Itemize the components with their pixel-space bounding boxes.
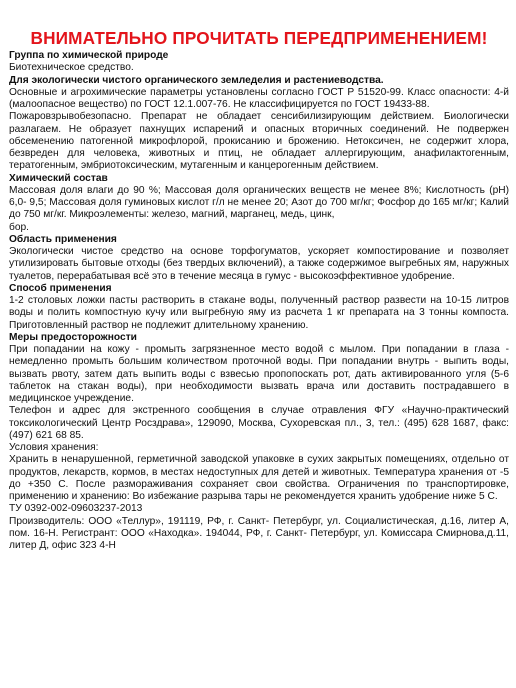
storage-text: Хранить в ненарушенной, герметичной заводской упаковке в сухих закрытых помещениях, отдельно от продуктов, лекарств, кормов, в местах недоступных для детей и животных. Температура хранения от -5 до +350 С. После размораживания сохраняет свои свойства. Ограничения по транспортировке, применению и хранению: Во избежание разрыва тары не рекомендуется хранить удобрение ниже 5 С. <box>9 454 509 502</box>
composition-heading: Химический состав <box>9 172 108 184</box>
eco-heading: Для экологически чистого органического земледелия и растениеводства. <box>9 74 384 86</box>
composition-tail: бор. <box>9 221 29 233</box>
method-heading: Способ применения <box>9 282 112 294</box>
warning-title: ВНИМАТЕЛЬНО ПРОЧИТАТЬ ПЕРЕДПРИМЕНЕНИЕМ! <box>30 28 488 48</box>
emergency-text: Телефон и адрес для экстренного сообщения в случае отравления ФГУ «Научно-практический токсикологический Центр Росздрава», 129090, Москва, Сухоревская пл., 3, тел.: (495) 628 1687, факс: (497) 621 68 85. <box>9 405 509 441</box>
method-text: 1-2 столовых ложки пасты растворить в стакане воды, полученный раствор развести на 10-15 литров воды и полить компостную кучу или выгребную яму из расчета 1 кг препарата на 3 тонны компоста. Приготовленный раствор не подлежит длительному хранению. <box>9 295 509 331</box>
eco-text: Основные и агрохимические параметры установлены согласно ГОСТ Р 51520-99. Класс опасности: 4-й (малоопасное вещество) по ГОСТ 12.1.007-76. Не классифицируется по ГОСТ 19433-88. <box>9 86 509 110</box>
group-heading: Группа по химической природе <box>9 50 169 61</box>
usage-area-text: Экологически чистое средство на основе торфогуматов, ускоряет компостирование и позволяет утилизировать бытовые отходы (без твердых включений), а также содержимое выгребных ям, наружных туалетов, перерабатывая всё это в течение месяца в гумус - высокоэффективное удобрение. <box>9 246 509 282</box>
group-text: Биотехническое средство. <box>9 62 134 74</box>
safety-text: Пожаровзрывобезопасно. Препарат не обладает сенсибилизирующим действием. Биологически разлагаем. Не образует пахнущих испарений и опасных вторичных соединений. Не подвержен обсеменению патогенной микрофлорой, прокисанию и брожению. Нетоксичен, не содержит хлора, безвреден для человека, животных и птиц, не обладает аллергирующим, анафилактогенным, тератогенным, эмбриотоксическим, мутагенным и канцерогенным действием. <box>9 111 509 172</box>
spec-text: ТУ 0392-002-09603237-2013 <box>9 503 143 515</box>
composition-text: Массовая доля влаги до 90 %; Массовая доля органических веществ не менее 8%; Кислотность (рН) 6,0- 9,5; Массовая доля гуминовых кислот г/л не менее 20; Азот до 700 мг/кг; Фосфор до 165 мг/кг; Калий до 750 мг/кг. Микроэлементы: железо, магний, марганец, медь, цинк, <box>9 184 509 221</box>
storage-heading: Условия хранения: <box>9 442 99 453</box>
precautions-heading: Меры предосторожности <box>9 331 137 343</box>
usage-area-heading: Область применения <box>9 233 117 245</box>
manufacturer-text: Производитель: ООО «Теллур», 191119, РФ, г. Санкт- Петербург, ул. Социалистическая, д.16, литер А, пом. 16-Н. Регистрант: ООО «Находка». 194044, РФ, г. Санкт- Петербург, ул. Комиссара Смирнова,д.11, литер Д, офис 323 4-Н <box>9 515 509 551</box>
precautions-text: При попадании на кожу - промыть загрязненное место водой с мылом. При попадании в глаза - немедленно промыть большим количеством проточной воды. При попадании внутрь - выпить воды, вызвать рвоту, затем дать выпить воды с взвесью пропопоскать рот, дать активированного угля (5-6 таблеток на стакан воды), при необходимости вызвать врача или доставить пострадавшего в медицинское учреждение. <box>9 344 509 404</box>
